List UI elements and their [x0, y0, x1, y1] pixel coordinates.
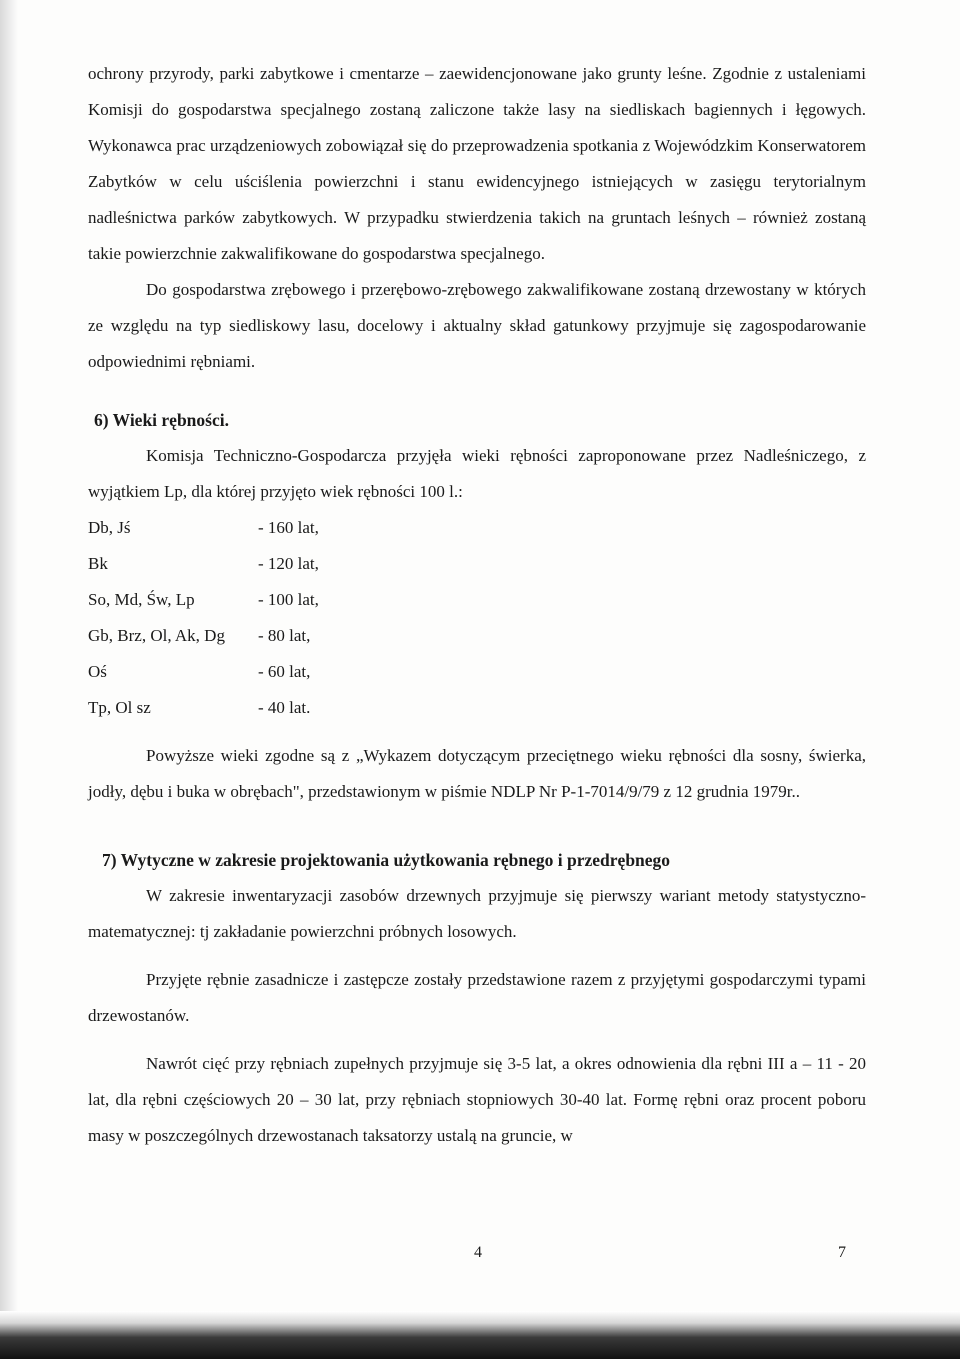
page-footer: [0, 1244, 960, 1274]
species-label: Db, Jś: [88, 518, 131, 537]
page-number-right: 7: [838, 1244, 846, 1261]
age-value: - 120 lat,: [258, 554, 319, 573]
age-row: [88, 582, 866, 618]
age-row: [88, 546, 866, 582]
species-label: So, Md, Św, Lp: [88, 590, 195, 609]
section-6-heading: 6) Wieki rębności.: [94, 410, 229, 430]
page-number-center: 4: [474, 1244, 482, 1261]
section-6-note: Powyższe wieki zgodne są z „Wykazem dotyczącym przeciętnego wieku rębności dla sosny, świerka, jodły, dębu i buka w obrębach", przedstawionym w piśmie NDLP Nr P-1-7014/9/79 z 12 grudnia 1979r..: [88, 746, 866, 801]
age-row: [88, 690, 866, 726]
section-7-heading: 7) Wytyczne w zakresie projektowania użytkowania rębnego i przedrębnego: [102, 850, 671, 870]
section-7-paragraph-2: Przyjęte rębnie zasadnicze i zastępcze zostały przedstawione razem z przyjętymi gospodarczymi typami drzewostanów.: [88, 970, 866, 1025]
age-value: - 80 lat,: [258, 626, 311, 645]
age-value: - 40 lat.: [258, 698, 311, 717]
age-row: [88, 654, 866, 690]
age-value: - 100 lat,: [258, 590, 319, 609]
species-label: Bk: [88, 554, 108, 573]
scan-left-edge: [0, 0, 18, 1359]
age-row: [88, 510, 866, 546]
section-6-intro: Komisja Techniczno-Gospodarcza przyjęła wieki rębności zaproponowane przez Nadleśniczego, z wyjątkiem Lp, dla której przyjęto wiek rębności 100 l.:: [88, 446, 866, 501]
intro-paragraph: ochrony przyrody, parki zabytkowe i cmentarze – zaewidencjonowane jako grunty leśne. Zgodnie z ustaleniami Komisji do gospodarstwa specjalnego zostaną zaliczone także lasy na siedliskach bagiennych i łęgowych. Wykonawca prac urządzeniowych zobowiązał się do przeprowadzenia spotkania z Wojewódzkim Konserwatorem Zabytków w celu uściślenia powierzchni i stanu ewidencyjnego istniejących w zasięgu terytorialnym nadleśnictwa parków zabytkowych. W przypadku stwierdzenia takich na gruntach leśnych – również zostaną takie powierzchnie zakwalifikowane do gospodarstwa specjalnego.: [88, 64, 866, 263]
document-body: [88, 56, 866, 1154]
age-value: - 160 lat,: [258, 518, 319, 537]
zrebowe-paragraph: Do gospodarstwa zrębowego i przerębowo-zrębowego zakwalifikowane zostaną drzewostany w których ze względu na typ siedliskowy lasu, docelowy i aktualny skład gatunkowy przyjmuje się zagospodarowanie odpowiednimi rębniami.: [88, 280, 866, 371]
section-7-paragraph-1: W zakresie inwentaryzacji zasobów drzewnych przyjmuje się pierwszy wariant metody statystyczno-matematycznej: tj zakładanie powierzchni próbnych losowych.: [88, 886, 866, 941]
species-label: Tp, Ol sz: [88, 698, 151, 717]
rotation-age-list: [88, 510, 866, 726]
species-label: Oś: [88, 662, 107, 681]
age-row: [88, 618, 866, 654]
age-value: - 60 lat,: [258, 662, 311, 681]
species-label: Gb, Brz, Ol, Ak, Dg: [88, 626, 225, 645]
scan-bottom-edge: [0, 1311, 960, 1359]
section-7-paragraph-3: Nawrót cięć przy rębniach zupełnych przyjmuje się 3-5 lat, a okres odnowienia dla rębni III a – 11 - 20 lat, dla rębni częściowych 20 – 30 lat, przy rębniach stopniowych 30-40 lat. Formę rębni oraz procent poboru masy w poszczególnych drzewostanach taksatorzy ustalą na gruncie, w: [88, 1054, 866, 1145]
